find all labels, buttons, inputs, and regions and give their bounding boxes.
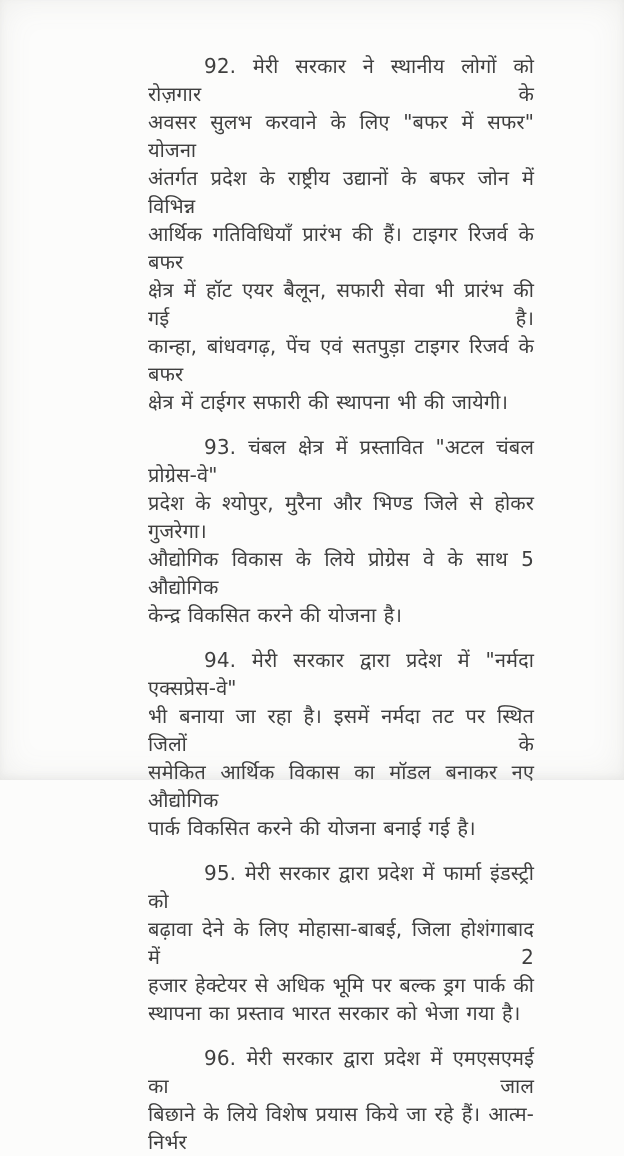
text-line: औद्योगिक विकास के लिये प्रोग्रेस वे के साथ 5 औद्योगिक — [148, 547, 534, 599]
text-line: बिछाने के लिये विशेष प्रयास किये जा रहे हैं। आत्म-निर्भर — [148, 1102, 534, 1154]
paragraph-96 — [148, 1044, 534, 1156]
text-line: स्थापना का प्रस्ताव भारत सरकार को भेजा गया है। — [148, 1001, 521, 1025]
text-line: पार्क विकसित करने की योजना बनाई गई है। — [148, 816, 476, 840]
text-line: 96. मेरी सरकार द्वारा प्रदेश में एमएसएमई का जाल — [148, 1046, 534, 1098]
text-line: केन्द्र विकसित करने की योजना है। — [148, 603, 403, 627]
text-line: आर्थिक गतिविधियाँ प्रारंभ की हैं। टाइगर रिजर्व के बफर — [148, 222, 534, 274]
paragraph-93 — [148, 433, 534, 629]
text-line: समेकित आर्थिक विकास का मॉडल बनाकर नए औद्योगिक — [148, 760, 534, 812]
paragraph-92 — [148, 52, 534, 416]
text-line: भी बनाया जा रहा है। इसमें नर्मदा तट पर स्थित जिलों के — [148, 704, 534, 756]
text-line: 95. मेरी सरकार द्वारा प्रदेश में फार्मा इंडस्ट्री को — [148, 861, 534, 913]
text-line: प्रदेश के श्योपुर, मुरैना और भिण्ड जिले से होकर गुजरेगा। — [148, 491, 534, 543]
text-line: कान्हा, बांधवगढ़, पेंच एवं सतपुड़ा टाइगर रिजर्व के बफर — [148, 334, 534, 386]
text-line: बढ़ावा देने के लिए मोहासा-बाबई, जिला होशंगाबाद में 2 — [148, 917, 534, 969]
text-line: क्षेत्र में हॉट एयर बैलून, सफारी सेवा भी प्रारंभ की गई है। — [148, 278, 534, 330]
text-line: अवसर सुलभ करवाने के लिए "बफर में सफर" योजना — [148, 110, 534, 162]
text-line: 94. मेरी सरकार द्वारा प्रदेश में "नर्मदा एक्सप्रेस-वे" — [148, 648, 534, 700]
text-line: अंतर्गत प्रदेश के राष्ट्रीय उद्यानों के बफर जोन में विभिन्न — [148, 166, 534, 218]
text-line: 92. मेरी सरकार ने स्थानीय लोगों को रोज़गार के — [148, 54, 534, 106]
paragraph-94 — [148, 646, 534, 842]
text-line: हजार हेक्टेयर से अधिक भूमि पर बल्क ड्रग पार्क की — [148, 973, 534, 997]
paragraph-95 — [148, 859, 534, 1027]
text-line: क्षेत्र में टाईगर सफारी की स्थापना भी की जायेगी। — [148, 390, 509, 414]
text-line: 93. चंबल क्षेत्र में प्रस्तावित "अटल चंबल प्रोग्रेस-वे" — [148, 435, 534, 487]
